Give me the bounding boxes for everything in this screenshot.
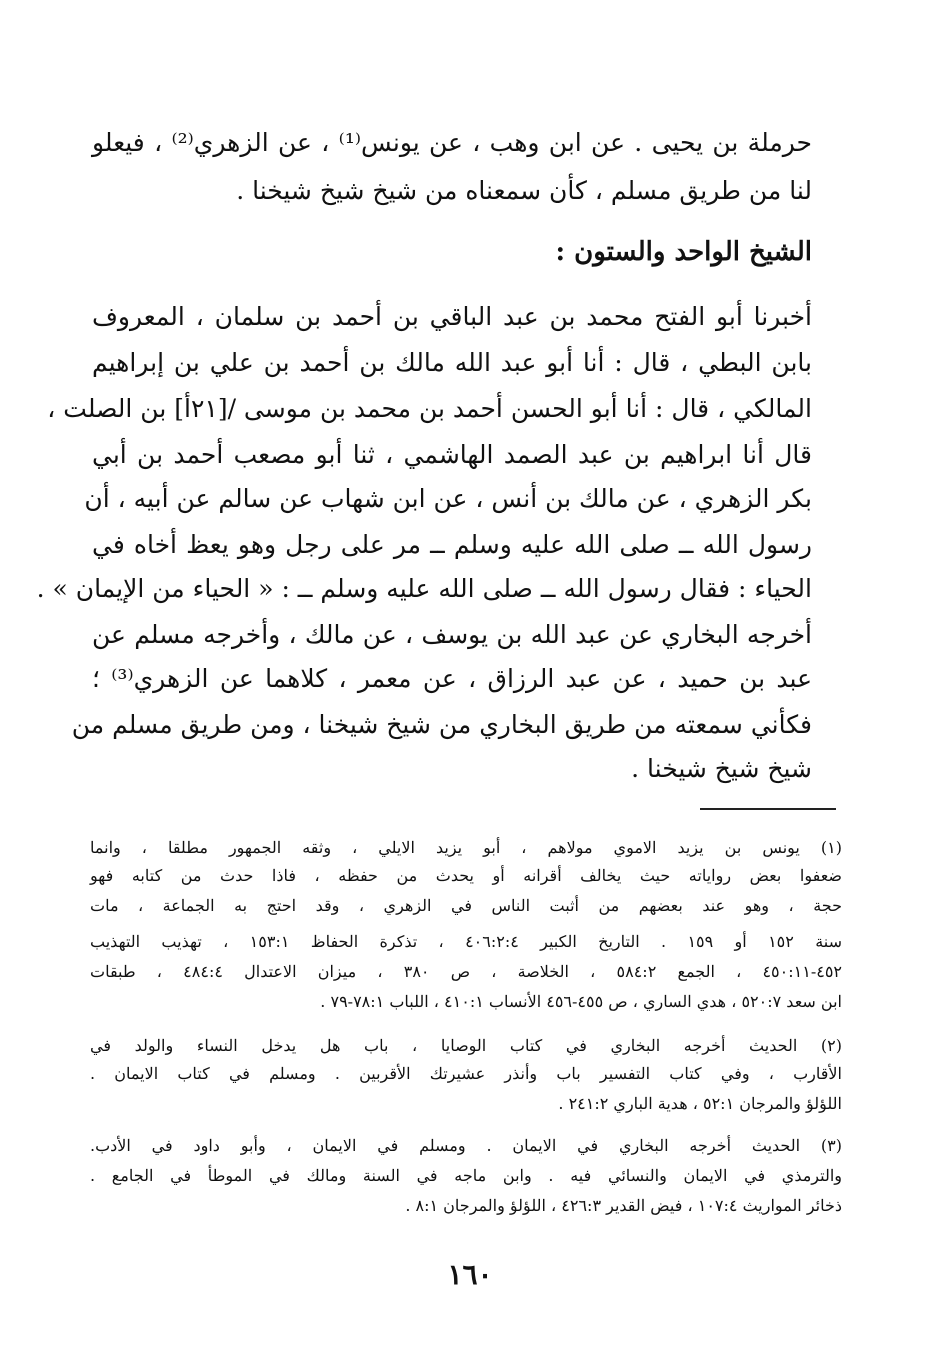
footnote-separator (700, 808, 836, 810)
footnote-line: (٣) الحديث أخرجه البخاري في الايمان . ومسلم في الايمان ، وأبو داود في الأدب. (90, 1136, 842, 1155)
main-text-line: عبد بن حميد ، عن عبد الرزاق ، عن معمر ، كلاهما عن الزهري⁽³⁾ ؛ (92, 664, 812, 693)
main-text-line: حرملة بن يحيى . عن ابن وهب ، عن يونس⁽¹⁾ ، عن الزهري⁽²⁾ ، فيعلو (92, 128, 812, 157)
section-heading: الشيخ الواحد والستون : (555, 237, 812, 267)
footnote-line: (٢) الحديث أخرجه البخاري في كتاب الوصايا ، باب هل يدخل النساء والولد في (90, 1036, 842, 1055)
main-text-line: الحياء : فقال رسول الله ــ صلى الله عليه وسلم ــ : « الحياء من الإيمان » . (36, 574, 812, 603)
footnote-line: سنة ١٥٢ أو ١٥٩ . التاريخ الكبير ٤٠٦:٢:٤ ، تذكرة الحفاظ ١٥٣:١ ، تهذيب التهذيب (90, 932, 843, 951)
main-text-line: المالكي ، قال : أنا أبو الحسن أحمد بن محمد بن موسى /[٢١أ] بن الصلت ، (47, 394, 812, 423)
main-text-line: شيخ شيخ شيخنا . (631, 754, 812, 783)
main-text-line: أخبرنا أبو الفتح محمد بن عبد الباقي بن أحمد بن سلمان ، المعروف (92, 302, 812, 331)
footnote-line: ضعفوا بعض رواياته حيث يخالف أقرانه أو يحدث من حفظه ، فاذا حدث من كتابه فهو (90, 866, 842, 885)
main-text-line: لنا من طريق مسلم ، كأن سمعناه من شيخ شيخ شيخنا . (236, 176, 812, 205)
footnote-line: والترمذي في الايمان والنسائي فيه . وابن ماجه في السنة ومالك في الموطأ في الجامع . (90, 1166, 842, 1185)
footnote-line: الأقارب ، وفي كتاب التفسير باب وأنذر عشيرتك الأقربين . ومسلم في كتاب الايمان . (90, 1064, 843, 1083)
main-text-line: بابن البطي ، قال : أنا أبو عبد الله مالك بن أحمد بن علي بن إبراهيم (92, 348, 812, 377)
footnote-line: اللؤلؤ والمرجان ٥٢:١ ، هدية الباري ٢٤١:٢ . (558, 1094, 842, 1113)
main-text-line: أخرجه البخاري عن عبد الله بن يوسف ، عن مالك ، وأخرجه مسلم عن (92, 620, 812, 649)
footnote-line: (١) يونس بن يزيد الاموي مولاهم ، أبو يزيد الايلي ، وثقه الجمهور مطلقا ، وانما (90, 838, 842, 857)
main-text-line: رسول الله ــ صلى الله عليه وسلم ــ مر على رجل وهو يعظ أخاه في (92, 530, 812, 559)
footnote-line: ذخائر المواريث ١٠٧:٤ ، فيض القدير ٤٢٦:٣ ، اللؤلؤ والمرجان ٨:١ . (405, 1196, 842, 1215)
footnote-line: ابن سعد ٥٢٠:٧ ، هدي الساري ، ص ٤٥٥-٤٥٦ الأنساب ٤١٠:١ ، اللباب ٧٨:١-٧٩ . (320, 992, 842, 1011)
footnote-line: حجة ، وهو عند بعضهم من أثبت الناس في الزهري ، وقد احتج به الجماعة ، مات (90, 896, 842, 915)
main-text-line: بكر الزهري ، عن مالك بن أنس ، عن ابن شهاب عن سالم عن أبيه ، أن (84, 484, 812, 513)
main-text-line: فكأني سمعته من طريق البخاري من شيخ شيخنا ، ومن طريق مسلم من (71, 710, 812, 739)
main-text-line: قال أنا ابراهيم بن عبد الصمد الهاشمي ، ثنا أبو مصعب أحمد بن أبي (92, 440, 812, 469)
page-number: ١٦٠ (447, 1258, 493, 1291)
footnote-line: ٤٥٢-٤٥٠:١١ ، الجمع ٥٨٤:٢ ، الخلاصة ، ص ٣٨٠ ، ميزان الاعتدال ٤٨٤:٤ ، طبقات (90, 962, 842, 981)
